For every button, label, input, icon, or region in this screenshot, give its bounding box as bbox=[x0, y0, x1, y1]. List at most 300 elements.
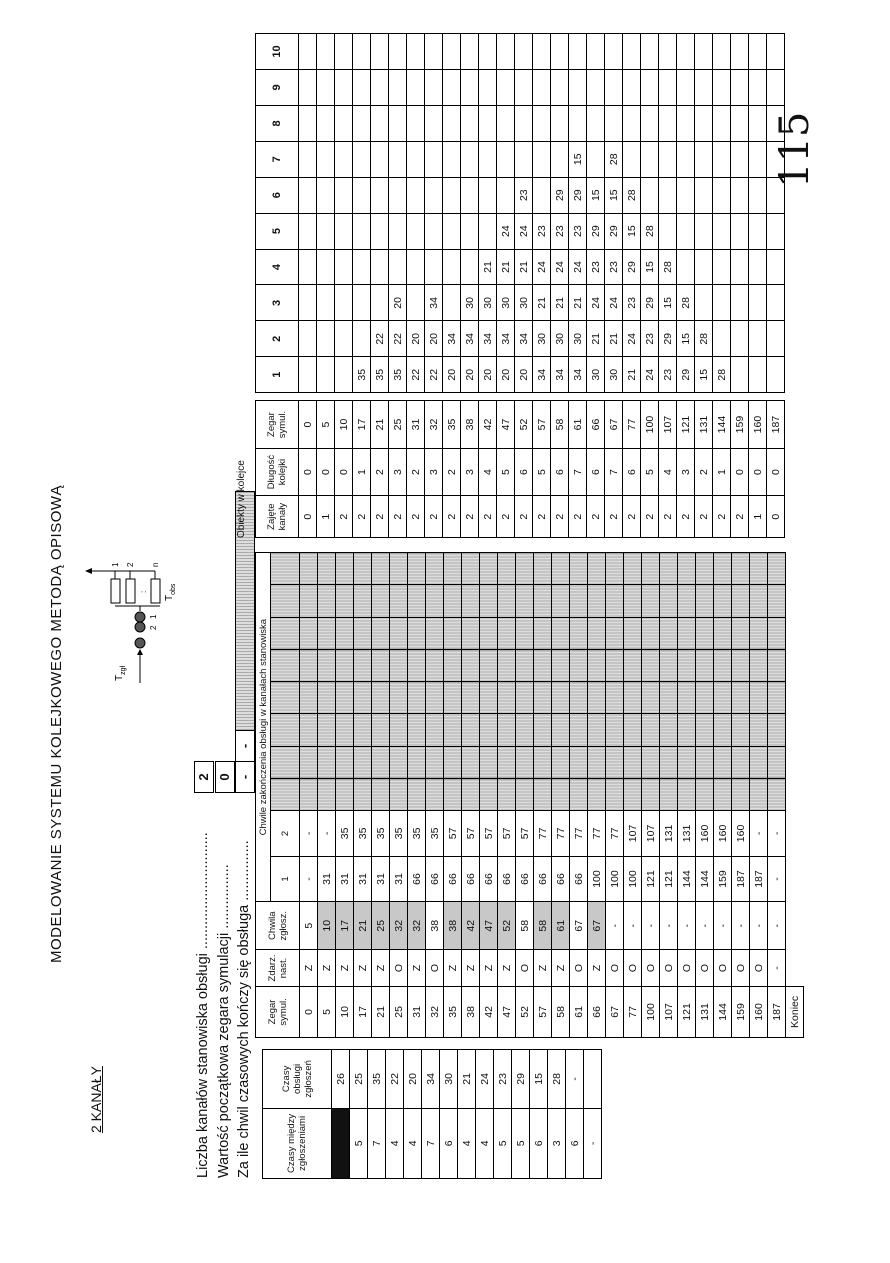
channel-n-box bbox=[151, 579, 160, 603]
channel-2-cell: 77 bbox=[588, 811, 606, 857]
arrival-cell: 52 bbox=[498, 902, 516, 950]
queue-object-cell bbox=[713, 213, 731, 249]
queue-object-cell bbox=[353, 213, 371, 249]
busy-cell: 0 bbox=[767, 496, 785, 538]
queue-object-cell: 21 bbox=[605, 321, 623, 357]
clock-cell: 67 bbox=[606, 986, 624, 1037]
queue-object-cell: 28 bbox=[695, 321, 713, 357]
queue-object-cell bbox=[407, 213, 425, 249]
arrival-cell: - bbox=[732, 902, 750, 950]
inter-arrival-cell: 5 bbox=[512, 1108, 530, 1178]
arrival-cell: 10 bbox=[318, 902, 336, 950]
left-header-service: Czasy obsługi zgłoszeń bbox=[263, 1050, 332, 1109]
channel-empty-cell bbox=[570, 778, 588, 810]
channel-empty-cell bbox=[444, 778, 462, 810]
channel-empty-cell bbox=[678, 617, 696, 649]
channel-empty-cell bbox=[408, 682, 426, 714]
queue-object-cell bbox=[317, 357, 335, 393]
param-row-1 bbox=[195, 832, 211, 1178]
channel-1-cell: 31 bbox=[336, 856, 354, 902]
queue-object-cell: 24 bbox=[533, 249, 551, 285]
channel-empty-cell bbox=[390, 553, 408, 585]
channel-empty-cell bbox=[714, 714, 732, 746]
channel-empty-cell bbox=[444, 746, 462, 778]
event-cell: Z bbox=[588, 950, 606, 987]
main-header-channels: Chwile zakończenia obsługi w kanałach stanowiska bbox=[256, 553, 271, 902]
channel-empty-cell bbox=[534, 553, 552, 585]
channel-1-cell: 121 bbox=[660, 856, 678, 902]
queue-object-cell bbox=[443, 70, 461, 106]
service-time-cell: 23 bbox=[494, 1050, 512, 1109]
queue-object-cell: 34 bbox=[497, 321, 515, 357]
clock-cell: 31 bbox=[408, 986, 426, 1037]
queue-object-cell bbox=[317, 141, 335, 177]
queue-object-cell bbox=[533, 34, 551, 70]
right-table-row bbox=[389, 34, 407, 538]
busy-cell: 2 bbox=[461, 496, 479, 538]
channel-empty-cell bbox=[570, 617, 588, 649]
clock-cell: 66 bbox=[588, 986, 606, 1037]
param-value-3-b: - bbox=[235, 730, 255, 762]
channel-empty-cell bbox=[498, 682, 516, 714]
clock-cell: 57 bbox=[533, 401, 551, 449]
queue-object-cell: 28 bbox=[713, 357, 731, 393]
arrival-cell: 61 bbox=[552, 902, 570, 950]
right-table-row bbox=[695, 34, 713, 538]
queue-object-cell bbox=[731, 105, 749, 141]
inter-arrival-cell: 7 bbox=[368, 1108, 386, 1178]
channel-empty-cell bbox=[678, 682, 696, 714]
channel-empty-cell bbox=[714, 649, 732, 681]
channel-1-cell: 31 bbox=[354, 856, 372, 902]
channel-empty-cell bbox=[336, 649, 354, 681]
event-cell: O bbox=[696, 950, 714, 987]
queue-object-cell: 23 bbox=[569, 213, 587, 249]
queue-object-cell: 20 bbox=[497, 357, 515, 393]
main-table-row bbox=[624, 553, 642, 1038]
inter-arrival-cell: 4 bbox=[404, 1108, 422, 1178]
channel-empty-cell bbox=[408, 778, 426, 810]
service-time-cell: 21 bbox=[458, 1050, 476, 1109]
queue-object-cell bbox=[479, 177, 497, 213]
queue-length-cell: 3 bbox=[677, 448, 695, 496]
queue-object-cell: 23 bbox=[551, 213, 569, 249]
arrival-cell: 32 bbox=[390, 902, 408, 950]
channel-empty-cell bbox=[372, 585, 390, 617]
left-table-row bbox=[584, 1050, 602, 1179]
channel-empty-cell bbox=[300, 682, 318, 714]
queue-object-cell bbox=[389, 105, 407, 141]
channel-empty-cell bbox=[408, 714, 426, 746]
queue-label: Obiekty w kolejce bbox=[236, 460, 247, 538]
channel-empty-cell bbox=[534, 682, 552, 714]
service-time-cell: 25 bbox=[350, 1050, 368, 1109]
queue-object-cell: 35 bbox=[371, 357, 389, 393]
arrival-cell: - bbox=[714, 902, 732, 950]
channel-empty-cell bbox=[714, 746, 732, 778]
gap-cell bbox=[569, 393, 587, 401]
channel-2-box bbox=[126, 579, 135, 603]
channel-2-cell: 35 bbox=[354, 811, 372, 857]
subtitle: 2 KANAŁY bbox=[88, 1066, 104, 1133]
service-time-cell: 35 bbox=[368, 1050, 386, 1109]
channel-empty-cell bbox=[660, 617, 678, 649]
right-table-row bbox=[299, 34, 317, 538]
main-header-arrival: Chwila zgłosz. bbox=[256, 902, 300, 950]
arrival-cell: 67 bbox=[588, 902, 606, 950]
left-table-row bbox=[512, 1050, 530, 1179]
queue-object-cell bbox=[767, 321, 785, 357]
channel-empty-cell bbox=[480, 649, 498, 681]
service-time-cell: 20 bbox=[404, 1050, 422, 1109]
channel-empty-cell bbox=[750, 682, 768, 714]
queue-object-cell: 30 bbox=[515, 285, 533, 321]
channel-empty-cell bbox=[444, 649, 462, 681]
channel-empty-cell bbox=[588, 746, 606, 778]
event-cell: O bbox=[660, 950, 678, 987]
clock-cell: 107 bbox=[660, 986, 678, 1037]
channel-2-cell: 77 bbox=[570, 811, 588, 857]
channel-empty-cell bbox=[318, 649, 336, 681]
queue-object-cell bbox=[641, 141, 659, 177]
channel-empty-cell bbox=[642, 617, 660, 649]
queue-object-cell bbox=[749, 321, 767, 357]
event-cell: Z bbox=[444, 950, 462, 987]
queue-object-cell bbox=[695, 105, 713, 141]
queue-object-cell bbox=[317, 321, 335, 357]
clock-cell: 38 bbox=[462, 986, 480, 1037]
queue-object-cell bbox=[695, 70, 713, 106]
channel-empty-cell bbox=[354, 585, 372, 617]
event-cell: O bbox=[732, 950, 750, 987]
channel-empty-cell bbox=[552, 746, 570, 778]
channel-empty-cell bbox=[444, 617, 462, 649]
queue-object-cell bbox=[443, 249, 461, 285]
clock-cell: 58 bbox=[552, 986, 570, 1037]
channel-empty-cell bbox=[516, 746, 534, 778]
channel-col-header bbox=[271, 553, 300, 585]
channel-empty-cell bbox=[624, 682, 642, 714]
queue-object-cell bbox=[569, 105, 587, 141]
channel-empty-cell bbox=[408, 617, 426, 649]
channel-empty-cell bbox=[516, 778, 534, 810]
queue-length-cell: 6 bbox=[515, 448, 533, 496]
queue-object-cell bbox=[641, 34, 659, 70]
main-table-row bbox=[300, 553, 318, 1038]
queue-object-cell bbox=[749, 34, 767, 70]
queue-col-header: 7 bbox=[256, 141, 299, 177]
channel-empty-cell bbox=[606, 585, 624, 617]
channel-empty-cell bbox=[516, 553, 534, 585]
queue-object-cell bbox=[551, 34, 569, 70]
queue-object-cell: 29 bbox=[641, 285, 659, 321]
service-time-cell: 29 bbox=[512, 1050, 530, 1109]
arrival-cell: 67 bbox=[570, 902, 588, 950]
queue-object-cell bbox=[389, 70, 407, 106]
channel-empty-cell bbox=[462, 778, 480, 810]
queue-object-cell bbox=[389, 213, 407, 249]
main-table-row bbox=[552, 553, 570, 1038]
channel-empty-cell bbox=[552, 553, 570, 585]
gap-cell bbox=[389, 393, 407, 401]
queue-object-cell bbox=[713, 34, 731, 70]
queue-object-cell bbox=[443, 34, 461, 70]
channel-1-cell: 159 bbox=[714, 856, 732, 902]
busy-cell: 2 bbox=[677, 496, 695, 538]
gap-cell bbox=[335, 393, 353, 401]
queue-object-cell bbox=[677, 34, 695, 70]
channel-2-cell: 57 bbox=[480, 811, 498, 857]
queue-col-header: 1 bbox=[256, 357, 299, 393]
channel-empty-cell bbox=[750, 778, 768, 810]
param-value-1: 2 bbox=[194, 761, 214, 793]
queue-object-cell: 15 bbox=[623, 213, 641, 249]
queue-object-cell bbox=[317, 34, 335, 70]
channel-empty-cell bbox=[732, 682, 750, 714]
queue-object-cell bbox=[731, 70, 749, 106]
queue-length-cell: 6 bbox=[551, 448, 569, 496]
channel-empty-cell bbox=[642, 649, 660, 681]
main-table-row bbox=[372, 553, 390, 1038]
queue-object-cell: 29 bbox=[659, 321, 677, 357]
queue-col-header: 8 bbox=[256, 105, 299, 141]
queue-length-cell: 4 bbox=[659, 448, 677, 496]
clock-cell: 187 bbox=[768, 986, 786, 1037]
channel-empty-cell bbox=[336, 682, 354, 714]
inter-arrival-cell: 6 bbox=[530, 1108, 548, 1178]
queue-object-cell bbox=[731, 321, 749, 357]
queue-object-cell bbox=[317, 177, 335, 213]
clock-cell: 31 bbox=[407, 401, 425, 449]
main-table-body bbox=[300, 553, 804, 1038]
channel-empty-cell bbox=[372, 746, 390, 778]
main-table-row bbox=[660, 553, 678, 1038]
queue-length-cell: 2 bbox=[407, 448, 425, 496]
right-table-row bbox=[731, 34, 749, 538]
queue-label-2: 2 bbox=[149, 625, 158, 630]
channel-1-cell: 144 bbox=[678, 856, 696, 902]
channel-empty-cell bbox=[300, 649, 318, 681]
main-table-end-row bbox=[786, 553, 804, 1038]
channel-empty-cell bbox=[714, 553, 732, 585]
clock-cell: 100 bbox=[642, 986, 660, 1037]
queue-object-cell: 23 bbox=[515, 177, 533, 213]
channel-empty-cell bbox=[714, 682, 732, 714]
queue-object-cell: 30 bbox=[497, 285, 515, 321]
main-table-row bbox=[462, 553, 480, 1038]
queue-object-cell bbox=[407, 70, 425, 106]
channel-1-cell: 31 bbox=[318, 856, 336, 902]
event-cell: O bbox=[390, 950, 408, 987]
clock-cell: 47 bbox=[497, 401, 515, 449]
event-cell: O bbox=[624, 950, 642, 987]
queue-object-cell bbox=[479, 141, 497, 177]
channel-2-cell: 160 bbox=[714, 811, 732, 857]
queue-object-cell bbox=[713, 285, 731, 321]
queue-object-cell bbox=[479, 105, 497, 141]
arrival-cell: 38 bbox=[426, 902, 444, 950]
queue-object-cell bbox=[299, 357, 317, 393]
channel-empty-cell bbox=[552, 585, 570, 617]
channel-empty-cell bbox=[624, 778, 642, 810]
channel-empty-cell bbox=[624, 617, 642, 649]
busy-cell: 1 bbox=[317, 496, 335, 538]
queue-object-cell: 20 bbox=[425, 321, 443, 357]
channel-col-header bbox=[271, 649, 300, 681]
queue-object-cell: 28 bbox=[641, 213, 659, 249]
busy-cell: 1 bbox=[749, 496, 767, 538]
queue-object-cell bbox=[353, 285, 371, 321]
queue-col-header: 6 bbox=[256, 177, 299, 213]
queue-col-header: 2 bbox=[256, 321, 299, 357]
clock-cell: 159 bbox=[732, 986, 750, 1037]
channel-empty-cell bbox=[732, 617, 750, 649]
queue-object-cell bbox=[407, 34, 425, 70]
channel-empty-cell bbox=[498, 585, 516, 617]
arrival-cell: 58 bbox=[534, 902, 552, 950]
main-table-row bbox=[498, 553, 516, 1038]
channel-empty-cell bbox=[336, 778, 354, 810]
queue-object-cell: 15 bbox=[605, 177, 623, 213]
main-table-row bbox=[750, 553, 768, 1038]
channel-empty-cell bbox=[624, 714, 642, 746]
queue-object-cell bbox=[731, 357, 749, 393]
queue-object-cell bbox=[371, 70, 389, 106]
clock-cell: 121 bbox=[677, 401, 695, 449]
event-cell: O bbox=[516, 950, 534, 987]
channel-empty-cell bbox=[696, 585, 714, 617]
busy-cell: 0 bbox=[299, 496, 317, 538]
channel-empty-cell bbox=[732, 553, 750, 585]
channel-empty-cell bbox=[390, 585, 408, 617]
channel-empty-cell bbox=[570, 714, 588, 746]
main-table-row bbox=[768, 553, 786, 1038]
service-time-cell: 22 bbox=[386, 1050, 404, 1109]
channel-empty-cell bbox=[714, 585, 732, 617]
channel-empty-cell bbox=[426, 617, 444, 649]
inter-arrival-cell: 5 bbox=[332, 1108, 350, 1178]
gap-cell bbox=[713, 393, 731, 401]
main-table-row bbox=[732, 553, 750, 1038]
event-cell: Z bbox=[318, 950, 336, 987]
queue-object-cell bbox=[749, 357, 767, 393]
channel-empty-cell bbox=[498, 746, 516, 778]
handwritten-page-number: 115 bbox=[772, 111, 818, 188]
channel-empty-cell bbox=[606, 714, 624, 746]
arrival-cell: 5 bbox=[300, 902, 318, 950]
channel-empty-cell bbox=[678, 649, 696, 681]
service-time-cell: - bbox=[566, 1050, 584, 1109]
queue-object-cell bbox=[767, 70, 785, 106]
channel-empty-cell bbox=[768, 778, 786, 810]
queue-object-cell bbox=[605, 70, 623, 106]
queue-object-cell bbox=[317, 105, 335, 141]
event-cell: O bbox=[714, 950, 732, 987]
channel-empty-cell bbox=[318, 553, 336, 585]
queue-object-cell: 23 bbox=[587, 249, 605, 285]
main-table-row bbox=[390, 553, 408, 1038]
queue-object-cell bbox=[551, 70, 569, 106]
queue-object-cell bbox=[407, 105, 425, 141]
queue-object-cell bbox=[461, 141, 479, 177]
event-cell: Z bbox=[300, 950, 318, 987]
queue-object-cell bbox=[299, 321, 317, 357]
queue-object-cell bbox=[533, 177, 551, 213]
channel-1-cell: 66 bbox=[570, 856, 588, 902]
right-table-row bbox=[767, 34, 785, 538]
channel-empty-cell bbox=[498, 778, 516, 810]
channel-1-cell: 66 bbox=[444, 856, 462, 902]
queue-object-cell bbox=[749, 177, 767, 213]
queue-object-cell bbox=[353, 70, 371, 106]
main-table-row bbox=[444, 553, 462, 1038]
busy-cell: 2 bbox=[515, 496, 533, 538]
busy-cell: 2 bbox=[587, 496, 605, 538]
event-cell: O bbox=[426, 950, 444, 987]
channel-empty-cell bbox=[768, 649, 786, 681]
right-table-row bbox=[515, 34, 533, 538]
clock-cell: 144 bbox=[713, 401, 731, 449]
event-cell: O bbox=[642, 950, 660, 987]
queue-object-cell: 30 bbox=[551, 321, 569, 357]
channel-empty-cell bbox=[570, 649, 588, 681]
channel-1-cell: 100 bbox=[606, 856, 624, 902]
left-table-row bbox=[530, 1050, 548, 1179]
right-table-row bbox=[749, 34, 767, 538]
gap-cell bbox=[695, 393, 713, 401]
channel-empty-cell bbox=[624, 585, 642, 617]
channel-empty-cell bbox=[534, 778, 552, 810]
queue-object-cell bbox=[641, 70, 659, 106]
arrowhead-in bbox=[137, 649, 143, 655]
channel-empty-cell bbox=[534, 617, 552, 649]
channel-empty-cell bbox=[606, 778, 624, 810]
queue-object-cell bbox=[551, 141, 569, 177]
left-table-row bbox=[548, 1050, 566, 1179]
queue-length-cell: 5 bbox=[497, 448, 515, 496]
channel-empty-cell bbox=[552, 778, 570, 810]
right-table-row bbox=[443, 34, 461, 538]
channel-col-header bbox=[271, 746, 300, 778]
queue-object-cell bbox=[371, 141, 389, 177]
channel-1-cell: 66 bbox=[516, 856, 534, 902]
queue-object-cell bbox=[677, 177, 695, 213]
queue-col-header: 4 bbox=[256, 249, 299, 285]
queue-object-cell bbox=[731, 285, 749, 321]
channel-empty-cell bbox=[750, 649, 768, 681]
channel-empty-cell bbox=[768, 617, 786, 649]
channel-empty-cell bbox=[354, 553, 372, 585]
clock-cell: 131 bbox=[696, 986, 714, 1037]
queue-object-cell: 21 bbox=[587, 321, 605, 357]
inter-arrival-cell: 4 bbox=[458, 1108, 476, 1178]
queue-object-cell bbox=[731, 177, 749, 213]
queue-object-cell: 20 bbox=[407, 321, 425, 357]
gap-cell bbox=[497, 393, 515, 401]
inter-arrival-cell: 5 bbox=[494, 1108, 512, 1178]
channel-empty-cell bbox=[606, 553, 624, 585]
queue-object-cell bbox=[335, 70, 353, 106]
arrival-cell: - bbox=[624, 902, 642, 950]
clock-cell: 160 bbox=[750, 986, 768, 1037]
arrival-cell: - bbox=[696, 902, 714, 950]
queue-object-cell bbox=[695, 249, 713, 285]
queue-object-cell bbox=[749, 285, 767, 321]
page-title: MODELOWANIE SYSTEMU KOLEJKOWEGO METODĄ OPISOWĄ bbox=[48, 484, 65, 963]
channel-2-cell: 131 bbox=[660, 811, 678, 857]
busy-cell: 2 bbox=[425, 496, 443, 538]
queue-col-header: 5 bbox=[256, 213, 299, 249]
